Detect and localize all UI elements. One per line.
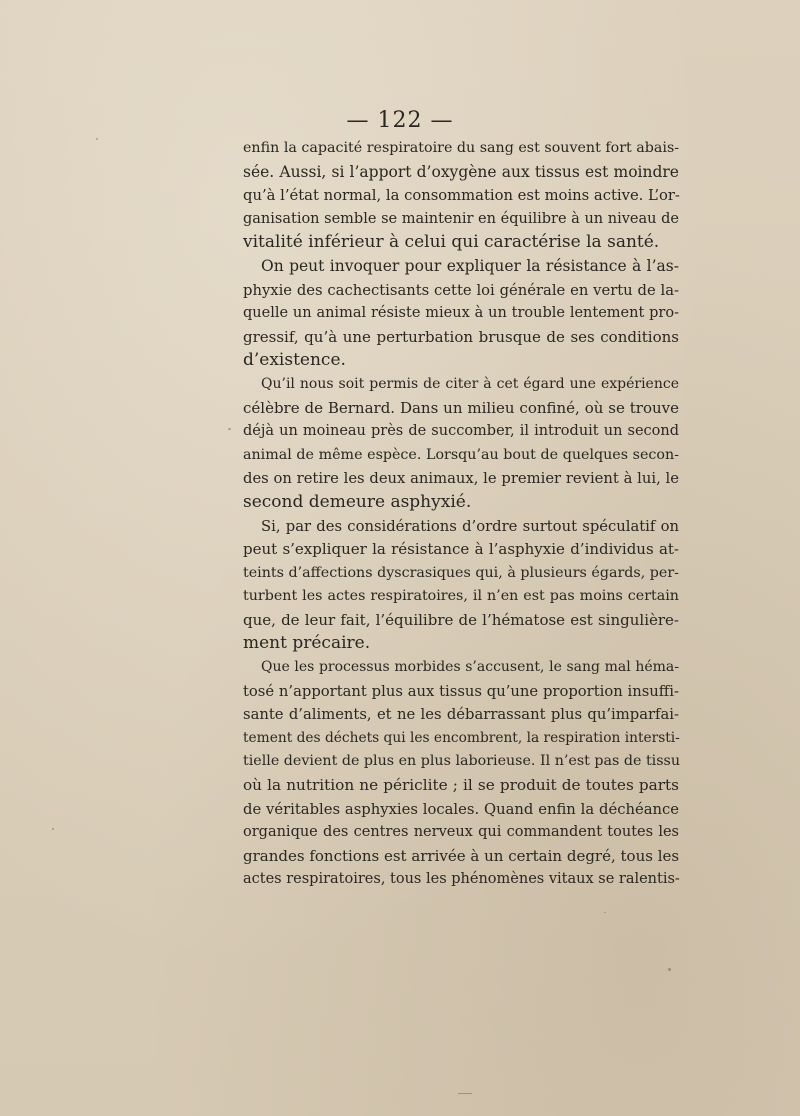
text-line: phyxie des cachectisants cette loi générale en vertu de la- bbox=[243, 281, 679, 299]
text-line: enfin la capacité respiratoire du sang est souvent fort abais- bbox=[243, 140, 680, 156]
text-line: que, de leur fait, l’équilibre de l’hématose est singulière- bbox=[243, 610, 679, 629]
paper-speck bbox=[458, 1093, 472, 1094]
text-line: Que les processus morbides s’accusent, le sang mal héma- bbox=[261, 659, 679, 676]
text-line: tosé n’apportant plus aux tissus qu’une proportion insuffi- bbox=[243, 682, 679, 700]
text-line: de véritables asphyxies locales. Quand enfin la déchéance bbox=[243, 800, 679, 818]
text-line: déjà un moineau près de succomber, il introduit un second bbox=[243, 423, 679, 440]
text-line: ganisation semble se maintenir en équilibre à un niveau de bbox=[243, 210, 679, 227]
body-text bbox=[243, 137, 679, 892]
text-line: second demeure asphyxié. bbox=[243, 491, 472, 512]
text-line: quelle un animal résiste mieux à un trouble lentement pro- bbox=[243, 305, 679, 322]
text-line: des on retire les deux animaux, le premier revient à lui, le bbox=[243, 470, 679, 488]
paper-speck bbox=[228, 428, 231, 430]
text-line: sante d’aliments, et ne les débarrassant plus qu’imparfai- bbox=[243, 706, 679, 724]
page-number: — 122 — bbox=[346, 108, 454, 133]
text-line: organique des centres nerveux qui commandent toutes les bbox=[243, 824, 679, 841]
paper-speck bbox=[604, 912, 606, 913]
text-line: gressif, qu’à une perturbation brusque de ses conditions bbox=[243, 327, 679, 346]
text-line: actes respiratoires, tous les phénomènes vitaux se ralentis- bbox=[243, 871, 680, 888]
text-line: qu’à l’état normal, la consommation est moins active. L’or- bbox=[243, 187, 680, 205]
text-line: Qu’il nous soit permis de citer à cet égard une expérience bbox=[261, 375, 679, 392]
text-line: animal de même espèce. Lorsqu’au bout de quelques secon- bbox=[243, 446, 679, 463]
text-line: sée. Aussi, si l’apport d’oxygène aux tissus est moindre bbox=[243, 162, 679, 181]
text-line: peut s’expliquer la résistance à l’asphyxie d’individus at- bbox=[243, 540, 679, 559]
paper-speck bbox=[52, 828, 54, 830]
text-line: tement des déchets qui les encombrent, la respiration intersti- bbox=[243, 729, 680, 746]
text-line: ment précaire. bbox=[243, 633, 371, 654]
text-line: On peut invoquer pour expliquer la résistance à l’as- bbox=[261, 256, 679, 275]
text-line: grandes fonctions est arrivée à un certain degré, tous les bbox=[243, 846, 680, 865]
text-line: d’existence. bbox=[243, 350, 346, 371]
paper-speck bbox=[668, 968, 671, 971]
text-line: où la nutrition ne périclite ; il se produit de toutes parts bbox=[243, 776, 679, 795]
text-line: célèbre de Bernard. Dans un milieu confiné, où se trouve bbox=[243, 398, 679, 417]
text-line: Si, par des considérations d’ordre surtout spéculatif on bbox=[261, 517, 679, 535]
text-line: vitalité inférieur à celui qui caractérise la santé. bbox=[243, 232, 660, 253]
paper-speck bbox=[96, 138, 98, 140]
text-line: teints d’affections dyscrasiques qui, à plusieurs égards, per- bbox=[243, 564, 679, 581]
text-line: turbent les actes respiratoires, il n’en est pas moins certain bbox=[243, 588, 679, 605]
text-line: tielle devient de plus en plus laborieuse. Il n’est pas de tissu bbox=[243, 753, 681, 770]
